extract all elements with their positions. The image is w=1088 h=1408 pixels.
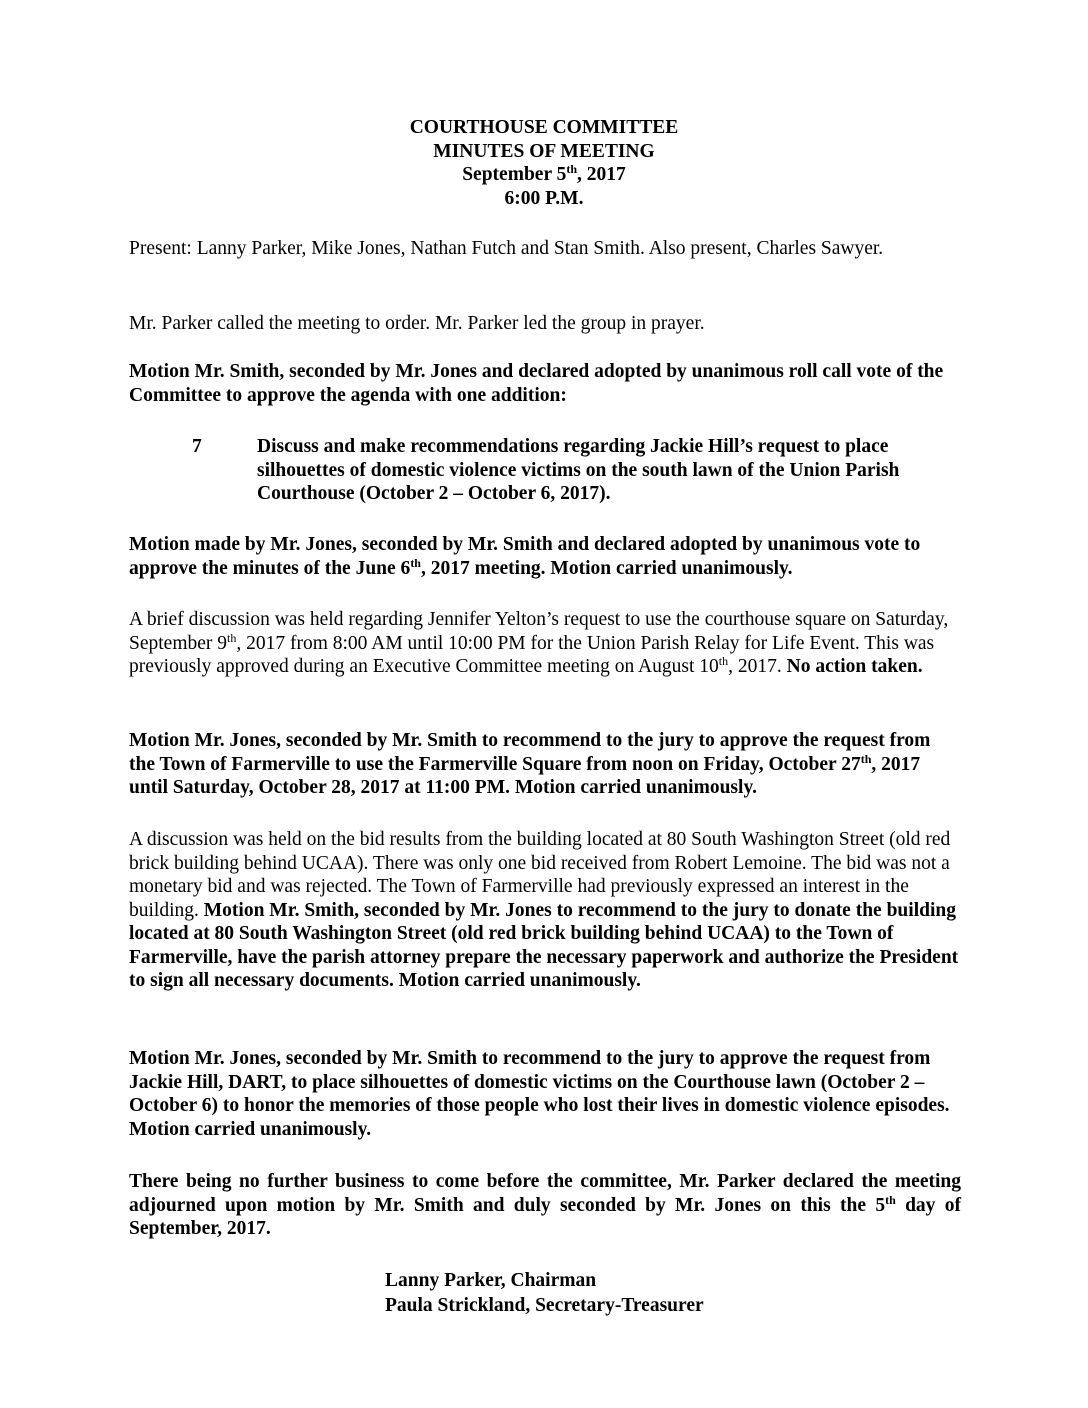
meeting-time: 6:00 P.M. bbox=[504, 187, 584, 209]
motion-minutes-paragraph: Motion made by Mr. Jones, seconded by Mr. Smith and declared adopted by unanimous vote to approve the minutes of the June 6th, 2017 meeting. Motion carried unanimously. bbox=[129, 534, 921, 579]
motion-agenda-paragraph: Motion Mr. Smith, seconded by Mr. Jones and declared adopted by unanimous roll call vote of the Committee to approve the agenda with one addition: bbox=[129, 361, 944, 406]
adjourn-paragraph: There being no further business to come before the committee, Mr. Parker declared the meeting adjourned upon motion by Mr. Smith and duly seconded by Mr. Jones on this the 5th day of September, 2017. bbox=[129, 1171, 962, 1239]
bid-discussion-paragraph: A discussion was held on the bid results from the building located at 80 South Washington Street (old red brick building behind UCAA). There was only one bid received from Robert Lemoine. The bid was not a monetary bid and was rejected. The Town of Farmerville had previously expressed an interest in the building. Motion Mr. Smith, seconded by Mr. Jones to recommend to the jury to donate the building located at 80 South Washington Street (old red brick building behind UCAA) to the Town of Farmerville, have the parish attorney prepare the necessary paperwork and authorize the President to sign all necessary documents. Motion carried unanimously. bbox=[129, 829, 959, 991]
meeting-date: September 5th, 2017 bbox=[462, 162, 626, 185]
motion-farmerville-paragraph: Motion Mr. Jones, seconded by Mr. Smith to recommend to the jury to approve the request from the Town of Farmerville to use the Farmerville Square from noon on Friday, October 27th, 2017 until Saturday, October 28, 2017 at 11:00 PM. Motion carried unanimously. bbox=[129, 730, 931, 798]
agenda-item-text: Discuss and make recommendations regarding Jackie Hill’s request to place silhouettes of domestic violence victims on the south lawn of the Union Parish Courthouse (October 2 – October 6, 2017). bbox=[257, 436, 900, 504]
committee-title: COURTHOUSE COMMITTEE bbox=[409, 117, 679, 138]
relay-discussion-paragraph: A brief discussion was held regarding Jennifer Yelton’s request to use the courthouse square on Saturday, September 9th, 2017 from 8:00 AM until 10:00 PM for the Union Parish Relay for Life Event. This was previously approved during an Executive Committee meeting on August 10th, 2017. No action taken. bbox=[129, 609, 949, 677]
document-header bbox=[0, 116, 1088, 210]
chairman-signature: Lanny Parker, Chairman bbox=[385, 1270, 597, 1291]
agenda-item-number: 7 bbox=[192, 436, 202, 457]
motion-dart-paragraph: Motion Mr. Jones, seconded by Mr. Smith to recommend to the jury to approve the request from Jackie Hill, DART, to place silhouettes of domestic victims on the Courthouse lawn (October 2 – October 6) to honor the memories of those people who lost their lives in domestic violence episodes. Motion carried unanimously. bbox=[129, 1048, 950, 1140]
minutes-title: MINUTES OF MEETING bbox=[433, 140, 655, 162]
present-paragraph: Present: Lanny Parker, Mike Jones, Nathan Futch and Stan Smith. Also present, Charles Sawyer. bbox=[129, 238, 884, 259]
signature-block bbox=[385, 1268, 704, 1318]
secretary-signature: Paula Strickland, Secretary-Treasurer bbox=[385, 1295, 704, 1316]
call-to-order-paragraph: Mr. Parker called the meeting to order. Mr. Parker led the group in prayer. bbox=[129, 313, 705, 334]
